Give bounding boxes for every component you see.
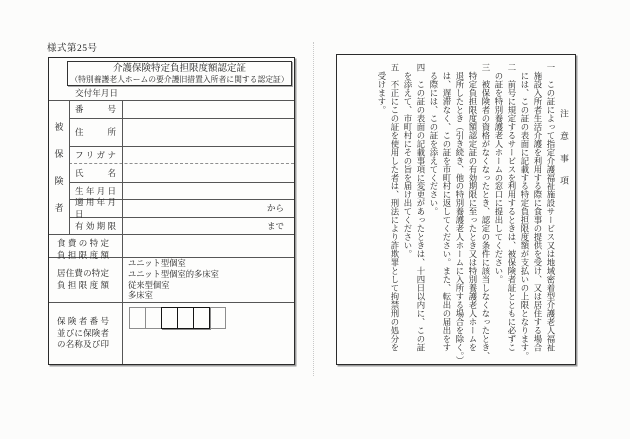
insurer-digit-box[interactable] xyxy=(161,307,178,329)
name-value-cell[interactable] xyxy=(122,163,294,182)
notes-column: 一 この証によって指定介護福祉施設サービス又は地域密着型介護老人福祉 xyxy=(546,63,555,352)
address-label: 住所 xyxy=(75,127,116,137)
issue-date-label: 交付年月日 xyxy=(75,88,118,98)
certificate-form-box xyxy=(48,57,295,365)
notes-column: 五 不正にこの証を使用した者は、刑法により詐欺罪として拘禁刑の処分を xyxy=(390,63,399,352)
apply-date-value-cell[interactable] xyxy=(122,199,294,217)
number-label: 番号 xyxy=(75,104,116,114)
validity-label: 有効期限 xyxy=(75,220,116,231)
birthdate-value-cell[interactable] xyxy=(122,182,294,199)
validity-suffix: まで xyxy=(266,220,284,231)
room-option: ユニット型個室 xyxy=(128,259,186,268)
notes-column: を添えて、市町村にその旨を届け出てください。 xyxy=(403,63,412,259)
number-value-cell[interactable] xyxy=(122,100,294,118)
address-value-cell[interactable] xyxy=(122,118,294,146)
notes-column: 特定負担限度額認定証の有効期限に至ったとき又は特別養護老人ホームを xyxy=(468,63,477,352)
notes-column: 四 この証の表面の記載事項に変更があったときは、十四日以内に、この証 xyxy=(416,63,425,352)
notes-column: る際には、この証を添えてください。 xyxy=(429,63,438,216)
notes-column: 二 前号に規定するサービスを利用するときは、被保険者証とともに必ずこ xyxy=(507,63,516,352)
notes-heading: 注意事項 xyxy=(559,109,569,199)
certificate-title-box xyxy=(67,61,292,86)
notes-column: の証を特別養護老人ホームの窓口に提出してください。 xyxy=(494,63,503,284)
insurer-digit-box[interactable] xyxy=(193,307,210,329)
birthdate-label: 生年月日 xyxy=(75,185,116,196)
room-option: ユニット型個室的多床室 xyxy=(128,269,219,279)
apply-date-suffix: から xyxy=(266,203,284,213)
notes-box xyxy=(336,54,576,365)
meal-limit-label: 食費の特定 負担限度額 xyxy=(57,238,109,260)
notes-vertical-text xyxy=(371,55,575,364)
insurer-number-label: 保険者番号 並びに保険者 の名称及び印 xyxy=(57,316,109,349)
room-option: 多床室 xyxy=(128,291,153,301)
insured-person-vertical-label: 被 保 険 者 xyxy=(54,122,64,213)
furigana-value-cell[interactable] xyxy=(122,146,294,163)
certificate-subtitle: （特別養護老人ホームの要介護旧措置入所者に関する認定証） xyxy=(70,74,289,84)
name-label: 氏名 xyxy=(75,167,116,178)
meal-limit-value-cell[interactable] xyxy=(122,234,294,257)
notes-column: 受けます。 xyxy=(377,63,386,114)
insurer-digit-box[interactable] xyxy=(177,307,194,329)
form-number: 様式第25号 xyxy=(47,44,98,54)
notes-column: は、遅滞なく、この証を市町村に返してください。また、転出の届出をす xyxy=(442,63,451,352)
fold-line xyxy=(313,42,314,376)
furigana-label: フリガナ xyxy=(75,149,116,160)
apply-date-label: 適用年月日 xyxy=(75,197,116,219)
notes-column: 施設入所者生活介護を利用する際に食事の提供を受け、又は居住する場合 xyxy=(533,63,542,352)
room-option: 従来型個室 xyxy=(128,280,170,290)
residence-limit-label: 居住費の特定 負担限度額 xyxy=(57,268,109,290)
residence-room-options xyxy=(128,259,219,302)
notes-column: には、この証の表面に記載する特定負担限度額が支払いの上限となります。 xyxy=(520,63,529,361)
notes-column: 退所したとき（引き続き、他の特別養護老人ホームに入所する場合を除く。） xyxy=(455,63,464,365)
certificate-title: 介護保険特定負担限度額認定証 xyxy=(112,63,246,74)
validity-value-cell[interactable] xyxy=(122,217,294,234)
notes-column: 三 被保険者の資格がなくなったとき、認定の条件に該当しなくなったとき、 xyxy=(481,63,490,361)
